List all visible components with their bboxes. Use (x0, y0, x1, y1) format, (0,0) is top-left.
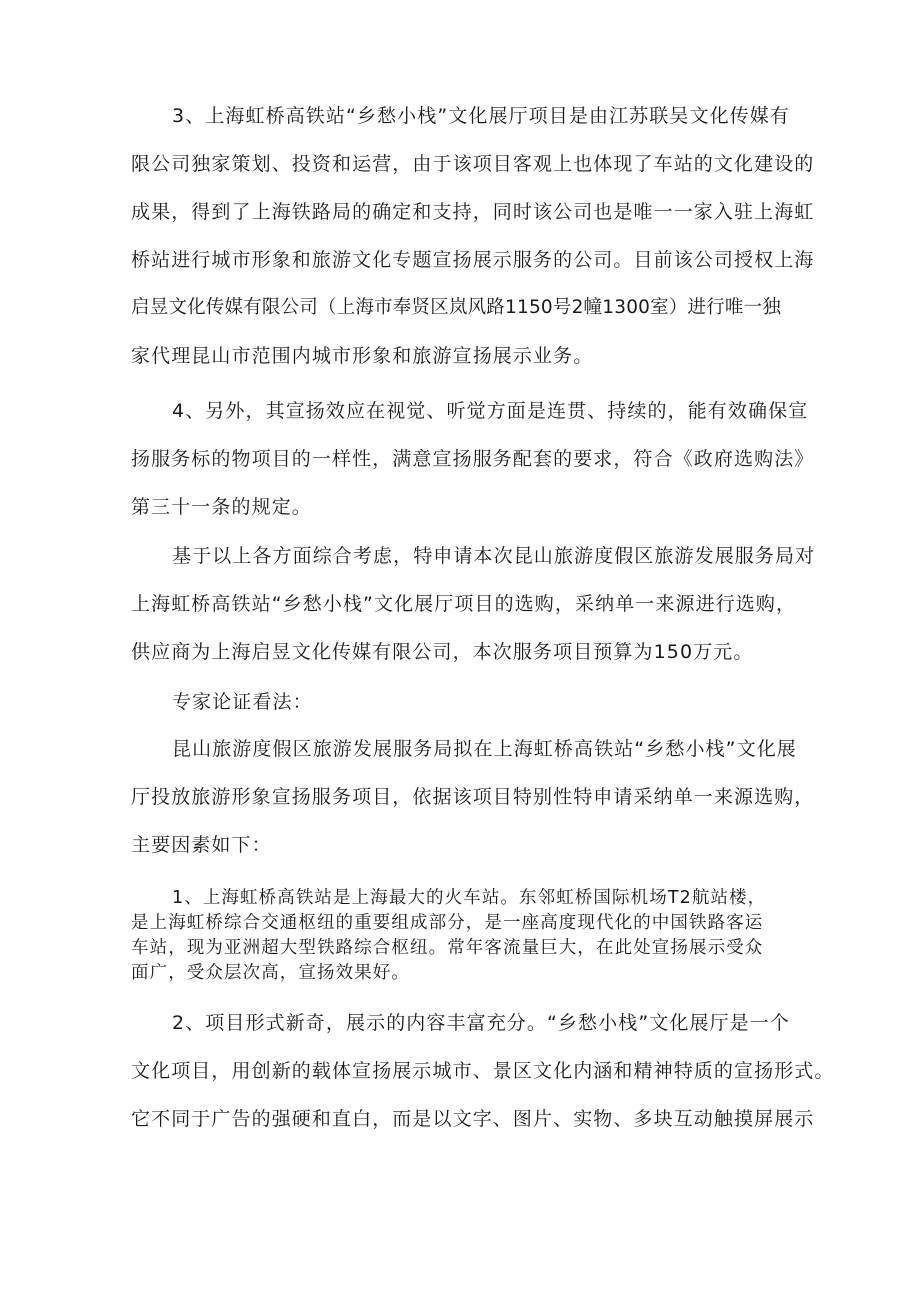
text-line: 2、项目形式新奇，展示的内容丰富充分。“乡愁小栈”文化展厅是一个 (172, 1012, 790, 1034)
text-line: 3、上海虹桥高铁站“乡愁小栈”文化展厅项目是由江苏联吴文化传媒有 (172, 105, 790, 127)
text-line: 上海虹桥高铁站“乡愁小栈”文化展厅项目的选购，采纳单一来源进行选购， (131, 593, 797, 615)
text-line: 主要因素如下： (131, 834, 272, 856)
text-line: 启昱文化传媒有限公司（上海市奉贤区岚风路1150号2幢1300室）进行唯一独 (131, 297, 782, 318)
text-line: 桥站进行城市形象和旅游文化专题宣扬展示服务的公司。目前该公司授权上海 (131, 249, 815, 271)
text-line: 车站，现为亚洲超大型铁路综合枢纽。常年客流量巨大，在此处宣扬展示受众 (131, 938, 764, 958)
text-line: 面广，受众层次高，宣扬效果好。 (131, 963, 410, 983)
text-line: 限公司独家策划、投资和运营，由于该项目客观上也体现了车站的文化建设的 (131, 153, 815, 175)
text-line: 厅投放旅游形象宣扬服务项目，依据该项目特别性特申请采纳单一来源选购， (131, 786, 815, 808)
text-line: 1、上海虹桥高铁站是上海最大的火车站。东邻虹桥国际机场T2航站楼， (172, 888, 767, 908)
text-line: 基于以上各方面综合考虑，特申请本次昆山旅游度假区旅游发展服务局对 (172, 545, 816, 567)
text-line: 供应商为上海启昱文化传媒有限公司，本次服务项目预算为150万元。 (131, 641, 754, 663)
text-line: 成果，得到了上海铁路局的确定和支持，同时该公司也是唯一一家入驻上海虹 (131, 201, 815, 223)
text-line: 是上海虹桥综合交通枢纽的重要组成部分，是一座高度现代化的中国铁路客运 (131, 913, 764, 933)
text-line: 昆山旅游度假区旅游发展服务局拟在上海虹桥高铁站“乡愁小栈”文化展 (172, 738, 797, 760)
text-line: 第三十一条的规定。 (131, 496, 312, 518)
text-line: 家代理昆山市范围内城市形象和旅游宣扬展示业务。 (131, 345, 594, 367)
section-heading: 专家论证看法： (172, 691, 313, 713)
text-line: 4、另外，其宣扬效应在视觉、听觉方面是连贯、持续的，能有效确保宣 (172, 400, 809, 422)
text-line: 文化项目，用创新的载体宣扬展示城市、景区文化内涵和精神特质的宣扬形式。 (131, 1060, 835, 1082)
text-line: 扬服务标的物项目的一样性，满意宣扬服务配套的要求，符合《政府选购法》 (131, 448, 815, 470)
text-line: 它不同于广告的强硬和直白，而是以文字、图片、实物、多块互动触摸屏展示 (131, 1108, 815, 1130)
